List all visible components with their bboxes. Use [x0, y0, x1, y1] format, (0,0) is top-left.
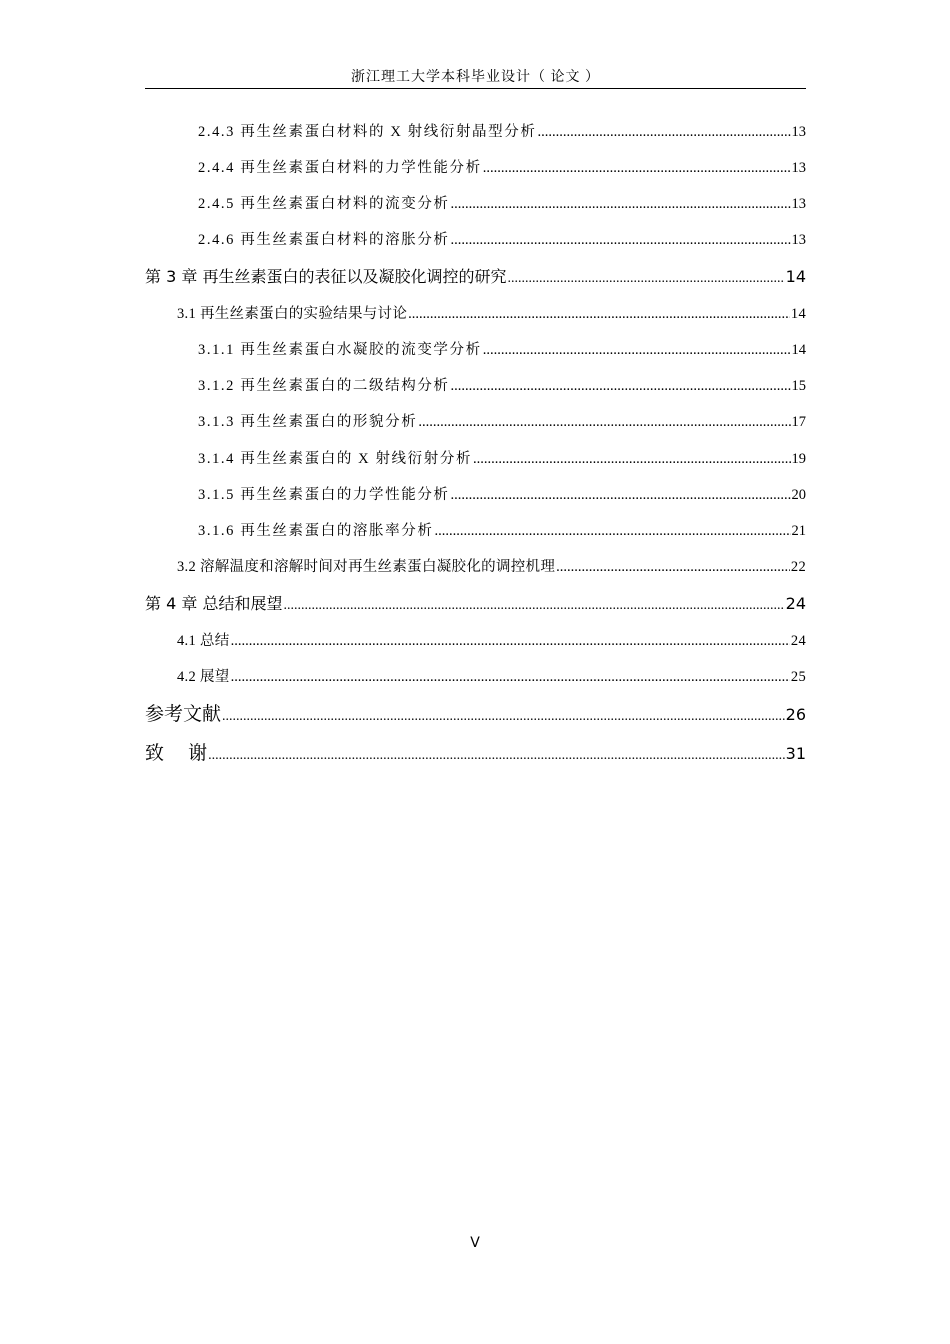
toc-entry-label: 第 4 章 总结和展望: [145, 594, 283, 613]
toc-entry[interactable]: [145, 302, 806, 323]
toc-references-entry[interactable]: [145, 699, 806, 726]
toc-entry-label: 3.1.2 再生丝素蛋白的二级结构分析: [198, 378, 450, 394]
toc-leader-dots: [473, 451, 790, 468]
toc-entry[interactable]: [145, 483, 806, 504]
toc-chapter-entry[interactable]: [145, 264, 806, 287]
toc-entry-page: 19: [791, 451, 806, 467]
toc-entry-page: 14: [785, 267, 806, 286]
toc-entry[interactable]: [145, 447, 806, 468]
toc-entry-label: 参考文献: [145, 703, 222, 725]
toc-entry-page: 17: [791, 414, 806, 430]
toc-leader-dots: [556, 559, 790, 576]
page-header: 浙江理工大学本科毕业设计（ 论文 ）: [351, 70, 600, 85]
toc-entry-page: 24: [785, 594, 806, 613]
toc-entry[interactable]: [145, 374, 806, 395]
toc-entry-label: 4.1 总结: [177, 633, 230, 649]
toc-entry-page: 13: [791, 160, 806, 176]
toc-entry-label: 2.4.4 再生丝素蛋白材料的力学性能分析: [198, 160, 482, 176]
toc-chapter-entry[interactable]: [145, 591, 806, 614]
toc-leader-dots: [231, 633, 790, 650]
toc-entry-page: 21: [791, 523, 806, 539]
toc-leader-dots: [451, 487, 791, 504]
toc-entry-page: 31: [785, 744, 806, 763]
toc-entry-page: 13: [791, 196, 806, 212]
page-number: V: [470, 1235, 480, 1251]
toc-entry-page: 22: [790, 559, 806, 575]
toc-entry[interactable]: [145, 192, 806, 213]
toc-leader-dots: [537, 124, 790, 141]
toc-entry-page: 25: [790, 669, 806, 685]
toc-leader-dots: [408, 306, 790, 323]
toc-entry-page: 24: [790, 633, 806, 649]
toc-entry-page: 13: [791, 124, 806, 140]
toc-entry-label: 3.1.1 再生丝素蛋白水凝胶的流变学分析: [198, 342, 482, 358]
toc-entry-label: 3.1.3 再生丝素蛋白的形貌分析: [198, 414, 418, 430]
toc-entry-label: 2.4.3 再生丝素蛋白材料的 X 射线衍射晶型分析: [198, 124, 537, 140]
header-divider: [145, 88, 806, 89]
toc-leader-dots: [283, 598, 784, 614]
toc-entry-page: 14: [791, 342, 806, 358]
toc-entry[interactable]: [145, 228, 806, 249]
toc-entry[interactable]: [145, 338, 806, 359]
toc-leader-dots: [451, 232, 791, 249]
toc-entry[interactable]: [145, 156, 806, 177]
toc-acknowledgement-entry[interactable]: [145, 738, 806, 765]
toc-leader-dots: [507, 271, 784, 287]
toc-entry[interactable]: [145, 120, 806, 141]
toc-leader-dots: [483, 342, 791, 359]
toc-leader-dots: [418, 414, 790, 431]
toc-leader-dots: [231, 669, 790, 686]
toc-entry-label: 2.4.6 再生丝素蛋白材料的溶胀分析: [198, 232, 450, 248]
toc-entry[interactable]: [145, 555, 806, 576]
toc-entry-label: 第 3 章 再生丝素蛋白的表征以及凝胶化调控的研究: [145, 267, 507, 286]
toc-entry[interactable]: [145, 519, 806, 540]
toc-entry-page: 26: [785, 705, 806, 724]
toc-entry-label: 3.1.5 再生丝素蛋白的力学性能分析: [198, 487, 450, 503]
toc-leader-dots: [434, 523, 790, 540]
toc-leader-dots: [451, 196, 791, 213]
toc-entry-label: 3.2 溶解温度和溶解时间对再生丝素蛋白凝胶化的调控机理: [177, 559, 556, 575]
toc-leader-dots: [222, 709, 785, 725]
toc-entry-label: 2.4.5 再生丝素蛋白材料的流变分析: [198, 196, 450, 212]
toc-entry-label: 3.1 再生丝素蛋白的实验结果与讨论: [177, 306, 408, 322]
toc-entry-page: 14: [790, 306, 806, 322]
toc-entry-label: 致 谢: [145, 742, 208, 764]
toc-leader-dots: [208, 748, 784, 764]
toc-entry-label: 4.2 展望: [177, 669, 230, 685]
toc-entry[interactable]: [145, 410, 806, 431]
toc-entry-page: 15: [791, 378, 806, 394]
toc-entry[interactable]: [145, 629, 806, 650]
toc-entry-label: 3.1.4 再生丝素蛋白的 X 射线衍射分析: [198, 451, 473, 467]
toc-leader-dots: [483, 160, 791, 177]
toc-entry-label: 3.1.6 再生丝素蛋白的溶胀率分析: [198, 523, 434, 539]
toc-entry[interactable]: [145, 665, 806, 686]
toc-entry-page: 13: [791, 232, 806, 248]
toc-entry-page: 20: [791, 487, 806, 503]
toc-leader-dots: [451, 378, 791, 395]
